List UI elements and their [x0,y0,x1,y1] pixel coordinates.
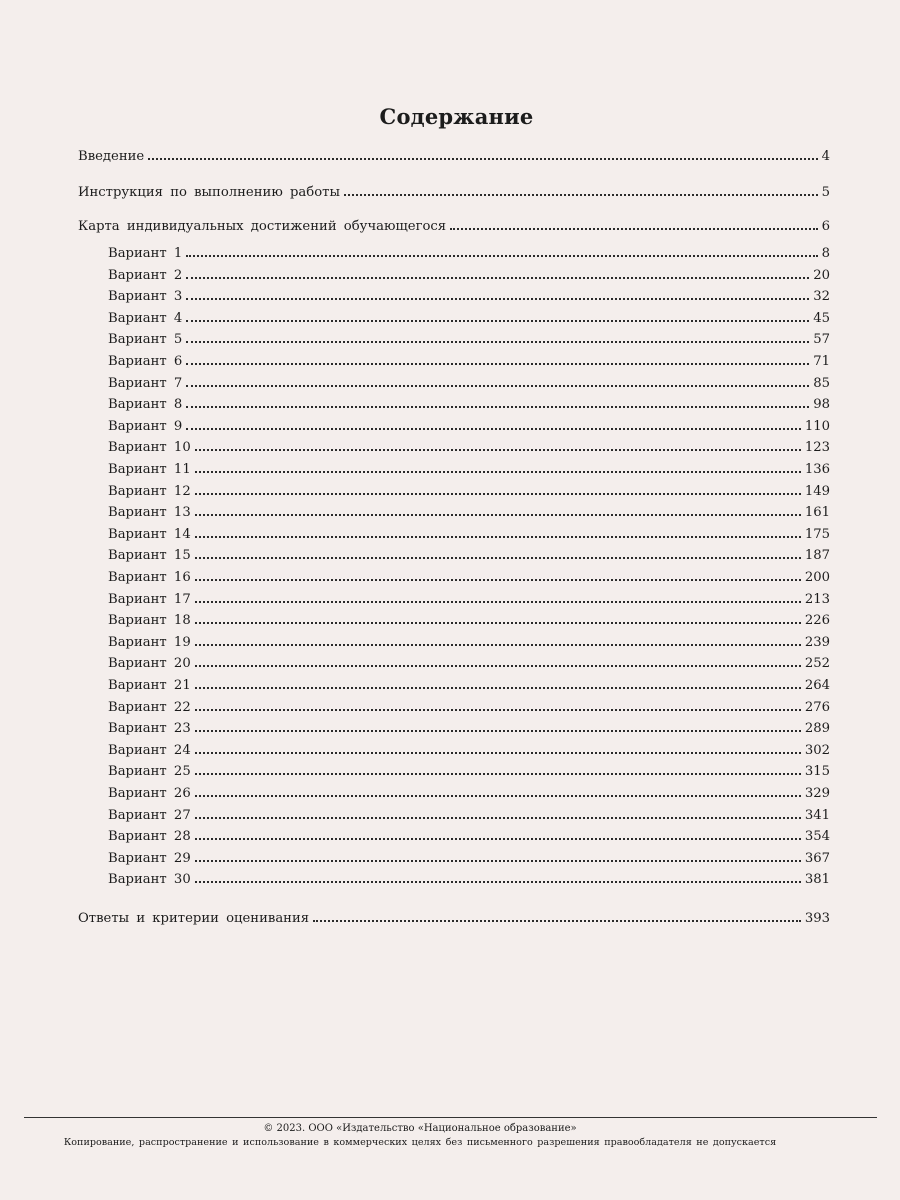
toc-entry-variant[interactable] [108,677,830,695]
toc-entry-label: Вариант 21 [108,678,191,693]
toc-entry-page: 110 [804,418,830,434]
toc-entry-page: 302 [804,742,830,758]
toc-entry-label: Вариант 9 [108,418,183,434]
toc-entry-variant[interactable] [108,612,830,630]
toc-entry-label: Вариант 20 [108,656,191,672]
toc-leader-dots [195,877,801,883]
toc-entry-page: 57 [813,332,830,348]
toc-entry-variant[interactable] [108,569,830,587]
toc-entry-variant[interactable] [108,547,830,565]
toc-leader-dots [195,661,801,667]
toc-entry-label: Вариант 27 [108,807,191,823]
toc-entry-page: 98 [813,397,830,413]
toc-leader-dots [195,618,801,624]
toc-leader-dots [195,791,801,797]
toc-entry-page: 136 [804,462,830,477]
toc-entry-label: Вариант 18 [108,613,191,629]
toc-entry-page: 175 [804,526,830,542]
toc-entry-page: 8 [821,246,830,261]
toc-entry-page: 187 [804,548,830,564]
toc-leader-dots [186,251,817,257]
toc-entry-label: Вариант 16 [108,570,191,585]
toc-leader-dots [186,273,809,279]
toc-leader-dots [313,916,801,922]
toc-entry-variant[interactable] [108,288,830,306]
toc-leader-dots [195,532,801,538]
toc-entry-page: 85 [813,375,830,391]
toc-entry-label: Вариант 12 [108,483,191,499]
toc-entry-label: Вариант 23 [108,721,191,737]
toc-entry-page: 329 [804,786,830,801]
toc-entry-label: Вариант 1 [108,246,183,261]
toc-entry-variant[interactable] [108,331,830,349]
toc-leader-dots [186,402,809,408]
toc-leader-dots [195,769,801,775]
toc-entry-variant[interactable] [108,742,830,760]
toc-leader-dots [195,683,801,689]
toc-entry-page: 32 [813,289,830,305]
toc-leader-dots [195,856,801,862]
toc-leader-dots [195,510,801,516]
toc-leader-dots [195,834,801,840]
page-title: Содержание [379,104,534,129]
toc-leader-dots [344,190,818,196]
toc-leader-dots [186,337,809,343]
toc-entry-label: Введение [78,149,145,164]
toc-entry-variant[interactable] [108,526,830,544]
toc-entry-page: 341 [804,807,830,823]
toc-entry-label: Вариант 2 [108,267,183,283]
toc-entry-label: Вариант 19 [108,634,191,650]
toc-leader-dots [195,575,801,581]
toc-entry-label: Вариант 25 [108,764,191,780]
toc-leader-dots [195,726,801,732]
toc-leader-dots [195,640,801,646]
toc-leader-dots [195,489,801,495]
toc-entry-label: Вариант 13 [108,505,191,521]
toc-entry-variant[interactable] [108,310,830,328]
toc-entry-variant[interactable] [108,634,830,652]
toc-entry-variant[interactable] [108,396,830,414]
toc-entry-variant[interactable] [108,850,830,868]
toc-entry-page: 20 [813,267,830,283]
toc-entry-page: 45 [813,310,830,326]
toc-entry-variant[interactable] [108,591,830,609]
toc-leader-dots [186,424,801,430]
toc-leader-dots [148,154,817,160]
toc-entry-variant[interactable] [108,483,830,501]
footer-copyright: © 2023. ООО «Издательство «Национальное образование» [263,1123,577,1134]
toc-entry-page: 354 [804,829,830,845]
toc-entry-label: Вариант 30 [108,872,191,888]
toc-entry-label: Карта индивидуальных достижений обучающегося [78,219,447,234]
toc-entry-introduction[interactable] [78,148,830,166]
toc-entry-label: Вариант 6 [108,354,183,369]
footer-divider [24,1117,877,1118]
toc-entry-label: Инструкция по выполнению работы [78,185,340,200]
toc-leader-dots [186,316,809,322]
toc-entry-label: Вариант 26 [108,786,191,801]
toc-leader-dots [186,359,809,365]
toc-entry-page: 276 [804,699,830,715]
toc-entry-variant[interactable] [108,785,830,803]
toc-entry-answers[interactable] [78,910,830,928]
toc-entry-variant[interactable] [108,375,830,393]
toc-entry-page: 5 [821,185,830,200]
toc-entry-variant[interactable] [108,763,830,781]
toc-entry-label: Вариант 24 [108,742,191,758]
toc-entry-variant[interactable] [108,655,830,673]
toc-entry-page: 289 [804,721,830,737]
toc-entry-page: 161 [804,505,830,521]
toc-entry-variant[interactable] [108,699,830,717]
toc-entry-label: Вариант 5 [108,332,183,348]
toc-entry-label: Вариант 22 [108,699,191,715]
toc-entry-label: Вариант 4 [108,310,183,326]
toc-entry-variant[interactable] [108,720,830,738]
toc-entry-label: Вариант 14 [108,526,191,542]
toc-entry-page: 123 [804,440,830,456]
toc-entry-page: 264 [804,678,830,693]
toc-entry-page: 149 [804,483,830,499]
toc-entry-variant[interactable] [108,418,830,436]
toc-entry-page: 200 [804,570,830,585]
toc-leader-dots [195,705,801,711]
toc-entry-label: Вариант 8 [108,397,183,413]
toc-leader-dots [195,813,801,819]
toc-entry-page: 367 [804,850,830,866]
toc-entry-label: Вариант 17 [108,591,191,607]
toc-entry-label: Ответы и критерии оценивания [78,911,310,926]
toc-entry-page: 252 [804,656,830,672]
toc-leader-dots [195,445,801,451]
toc-leader-dots [186,381,809,387]
toc-entry-label: Вариант 29 [108,850,191,866]
toc-entry-page: 393 [804,911,830,926]
toc-entry-label: Вариант 11 [108,462,191,477]
toc-entry-label: Вариант 3 [108,289,183,305]
toc-entry-label: Вариант 28 [108,829,191,845]
toc-leader-dots [195,748,801,754]
toc-entry-variant[interactable] [108,461,830,479]
toc-entry-page: 4 [821,149,830,164]
toc-entry-page: 213 [804,591,830,607]
toc-entry-variant[interactable] [108,267,830,285]
toc-entry-page: 6 [821,219,830,234]
toc-leader-dots [195,467,801,473]
toc-entry-page: 239 [804,634,830,650]
toc-leader-dots [195,597,801,603]
toc-entry-variant[interactable] [108,439,830,457]
toc-leader-dots [450,224,817,230]
toc-entry-page: 226 [804,613,830,629]
toc-entry-variant[interactable] [108,807,830,825]
toc-entry-variant[interactable] [108,504,830,522]
toc-entry-variant[interactable] [108,828,830,846]
toc-entry-page: 315 [804,764,830,780]
toc-entry-page: 381 [804,872,830,888]
footer-notice: Копирование, распространение и использование в коммерческих целях без письменного разрешения правообладателя не допускается [63,1137,777,1148]
toc-entry-page: 71 [813,354,830,369]
toc-entry-achievement-map[interactable] [78,218,830,236]
toc-entry-label: Вариант 15 [108,548,191,564]
toc-entry-label: Вариант 7 [108,375,183,391]
toc-entry-label: Вариант 10 [108,440,191,456]
toc-entry-variant[interactable] [108,245,830,263]
toc-leader-dots [195,553,801,559]
toc-entry-variant[interactable] [108,353,830,371]
toc-leader-dots [186,294,809,300]
toc-entry-variant[interactable] [108,871,830,889]
toc-entry-instructions[interactable] [78,184,830,202]
